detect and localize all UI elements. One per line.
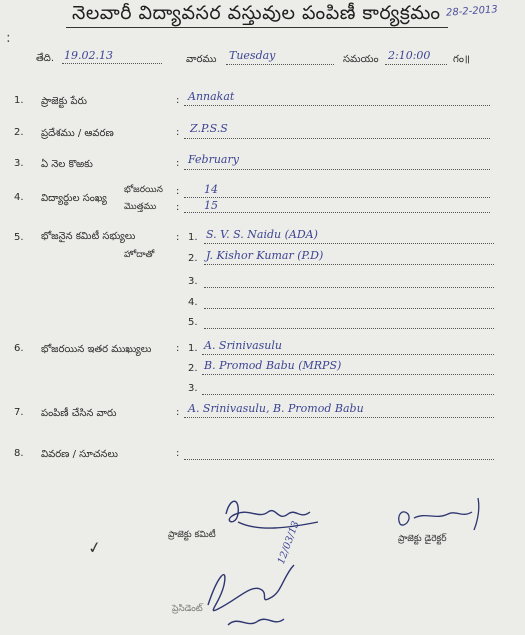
row-2-colon: : — [176, 127, 180, 138]
committee-4-number: 4. — [188, 297, 198, 308]
other-2-line — [202, 374, 494, 375]
time-suffix: గం॥ — [453, 54, 470, 65]
row-6-label: భోజరయిన ఇతర ముఖ్యులు — [41, 344, 152, 355]
row-5-label: భోజనైన కమిటీ సభ్యులు — [41, 231, 136, 242]
other-1-number: 1. — [188, 343, 198, 354]
committee-2-value: J. Kishor Kumar (P.D) — [206, 249, 324, 262]
row-7-line — [184, 417, 494, 418]
row-5-colon: : — [176, 232, 180, 243]
committee-sign-label: ప్రాజెక్టు కమిటీ — [168, 530, 216, 540]
time-value: 2:10:00 — [388, 49, 431, 62]
row-6-colon: : — [176, 343, 180, 354]
other-3-number: 3. — [188, 383, 198, 394]
document-title: నెలవారీ విద్యావసర వస్తువుల పంపిణీ కార్యక్రమం — [72, 2, 441, 24]
row-4-colon-1: : — [176, 186, 180, 197]
date-line — [62, 63, 162, 64]
title-underline — [66, 27, 448, 28]
row-8-number: 8. — [14, 448, 24, 459]
row-8-label: వివరణ / సూచనలు — [41, 449, 119, 460]
row-2-line — [184, 138, 490, 139]
date-label: తేది. — [36, 53, 55, 64]
weekday-line — [226, 64, 334, 65]
committee-1-value: S. V. S. Naidu (ADA) — [206, 228, 318, 241]
row-1-line — [184, 105, 490, 106]
location-value: Z.P.S.S — [190, 122, 228, 135]
row-3-number: 3. — [14, 158, 24, 169]
other-2-value: B. Promod Babu (MRPS) — [204, 359, 342, 372]
committee-2-number: 2. — [188, 253, 198, 264]
other-2-number: 2. — [188, 363, 198, 374]
row-7-colon: : — [176, 407, 180, 418]
margin-mark: : — [6, 30, 11, 46]
row-7-number: 7. — [14, 407, 24, 418]
committee-5-number: 5. — [188, 317, 198, 328]
time-line — [385, 64, 447, 65]
row-6-number: 6. — [14, 343, 24, 354]
row-4-colon-2: : — [176, 202, 180, 213]
row-4-sub2-label: మొత్తము — [124, 202, 157, 212]
students-total-value: 15 — [204, 199, 218, 212]
row-5-number: 5. — [14, 232, 24, 243]
row-3-colon: : — [176, 158, 180, 169]
weekday-label: వారము — [186, 54, 217, 65]
row-7-label: పంపిణీ చేసిన వారు — [41, 408, 117, 419]
corner-date: 28-2-2013 — [445, 4, 499, 19]
other-1-line — [202, 354, 494, 355]
row-4-line-1 — [184, 197, 490, 198]
row-4-number: 4. — [14, 192, 24, 203]
president-signature — [198, 545, 308, 635]
row-4-line-2 — [184, 212, 490, 213]
committee-1-line — [204, 243, 494, 244]
project-name-value: Annakat — [188, 90, 235, 103]
committee-3-line — [204, 287, 494, 288]
president-sign-label: ప్రెసిడెంట్ — [172, 604, 203, 614]
row-8-line — [184, 459, 494, 460]
committee-3-number: 3. — [188, 276, 198, 287]
row-2-label: ప్రదేశము / ఆవరణ — [41, 128, 114, 139]
director-signature — [392, 494, 492, 536]
director-sign-label: ప్రాజెక్టు డైరెక్టర్ — [398, 534, 447, 544]
distributed-by-value: A. Srinivasulu, B. Promod Babu — [188, 402, 364, 415]
committee-signature — [218, 492, 328, 537]
month-value: February — [188, 153, 239, 166]
row-3-label: ఏ నెల కొఱకు — [41, 159, 93, 170]
row-1-number: 1. — [14, 95, 24, 106]
committee-4-line — [204, 308, 494, 309]
students-ate-value: 14 — [204, 183, 218, 196]
row-1-label: ప్రాజెక్టు పేరు — [41, 96, 87, 107]
row-8-colon: : — [176, 448, 180, 459]
committee-1-number: 1. — [188, 232, 198, 243]
row-3-line — [184, 169, 490, 170]
row-2-number: 2. — [14, 127, 24, 138]
date-value: 19.02.13 — [64, 49, 113, 62]
row-4-sub1-label: భోజరయిన — [124, 185, 163, 195]
signature-date: 12/03/13 — [276, 519, 302, 566]
row-4-label: విద్యార్థుల సంఖ్య — [41, 193, 107, 204]
time-label: సమయం — [343, 54, 379, 65]
other-3-line — [202, 394, 494, 395]
check-mark: ✓ — [86, 536, 103, 559]
row-5-sub-label: హోదాతో — [124, 250, 155, 260]
weekday-value: Tuesday — [229, 49, 276, 62]
row-1-colon: : — [176, 95, 180, 106]
committee-2-line — [204, 264, 494, 265]
committee-5-line — [204, 328, 494, 329]
other-1-value: A. Srinivasulu — [204, 339, 282, 352]
